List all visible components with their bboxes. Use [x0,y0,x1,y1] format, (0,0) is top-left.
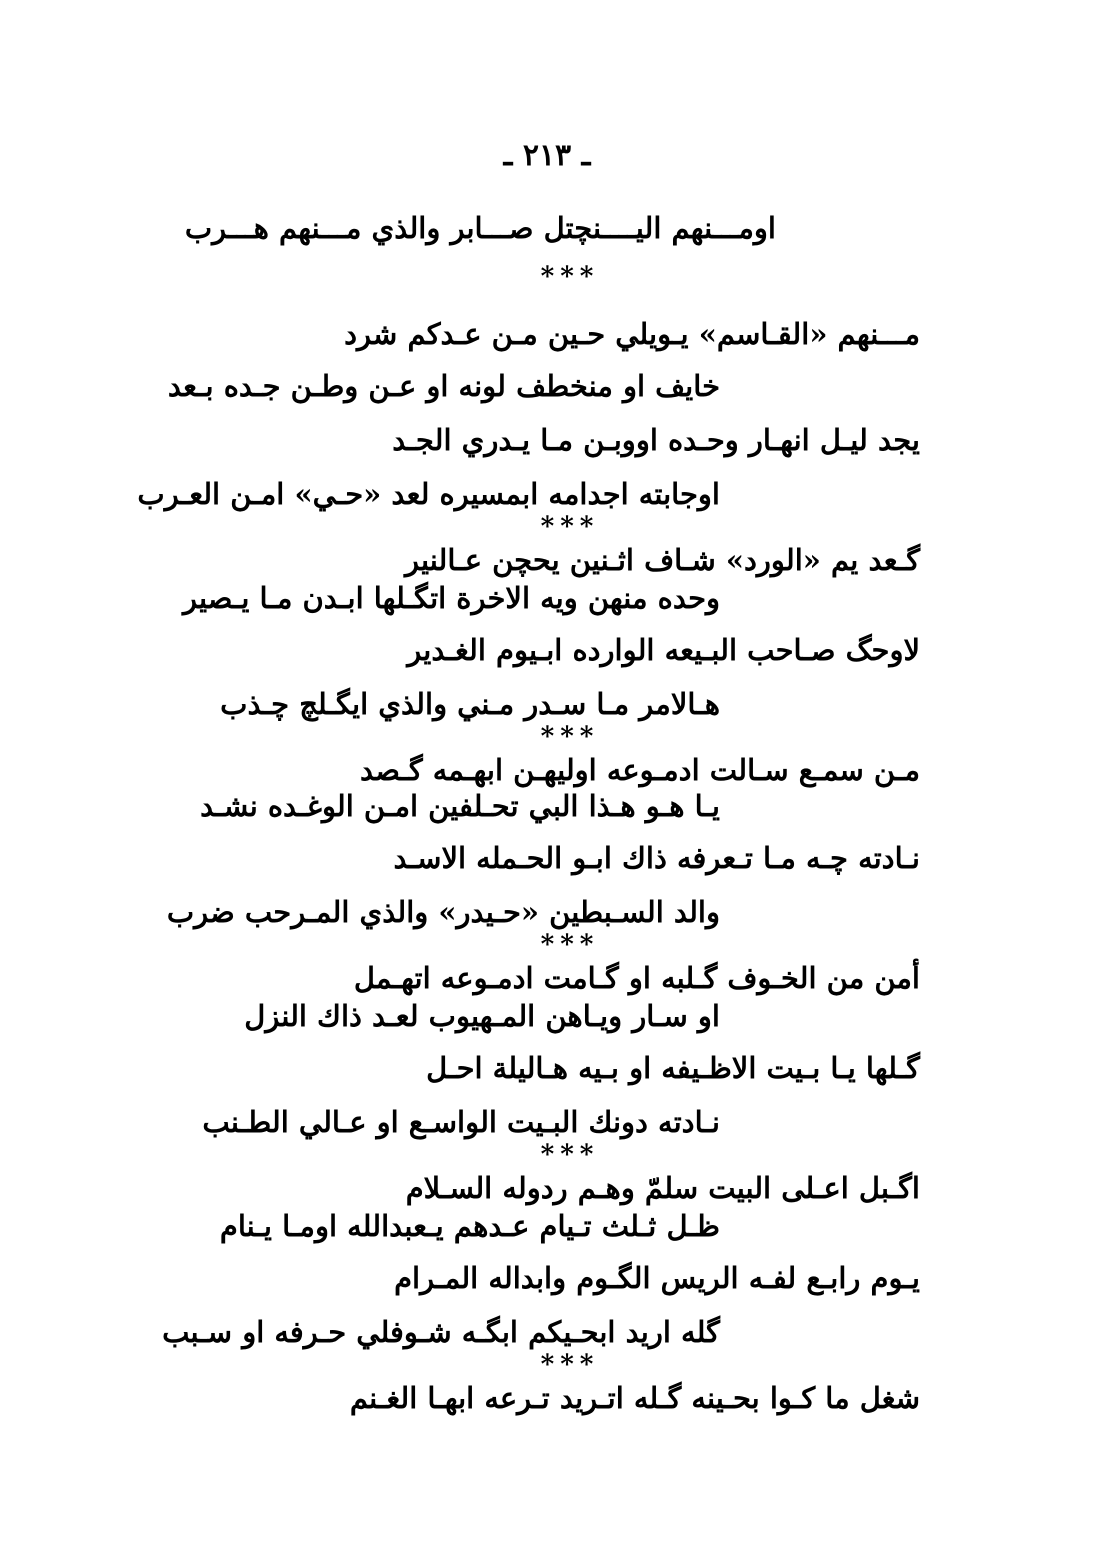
verse-line: نـادته دونك البـيت الواسـع او عـالي الطـنب [202,1105,720,1139]
verse-line: اومـــنهم اليــــنچتل صـــابر والذي مـــنهم هـــرب [184,211,776,245]
verse-line: ظـل ثـلث تـيام عـدهم يـعبدالله اومـا يـنام [219,1209,720,1243]
verse-line: نـادته چـه مـا تـعرفه ذاك ابـو الحـمله الاسـد [393,841,920,875]
verse-line: والد السـبطين «حـيدر» والذي المـرحب ضرب [166,895,720,929]
stanza-separator: *** [540,262,600,292]
verse-line: يـوم رابـع لفـه الريس الگـوم وابداله المـرام [394,1261,920,1295]
stanza-separator: *** [540,930,600,960]
verse-line: شغل ما كـوا بحـينه گـله اتـريد تـرعه ابهـا الغـنم [349,1381,920,1415]
verse-line: خايف او منخطف لونه او عـن وطـن جـده بـعد [167,369,720,403]
verse-line: أمن من الخـوف گـلبه او گـامت ادمـوعه اتهـمل [353,961,920,995]
verse-line: اوجابته اجدامه ابمسيره لعد «حـي» امـن العـرب [137,477,720,511]
verse-line: گله اريد ابحـيكم ابگـه شـوفلي حـرفه او سـبب [162,1315,720,1349]
verse-line: وحده منهن ويه الاخرة اتگـلها ابـدن مـا يـصير [182,581,720,615]
verse-line: يـا هـو هـذا البي تحـلفين امـن الوغـده نشـد [200,789,720,823]
verse-line: گـعد يم «الورد» شـاف اثـنين يحچن عـالنير [405,543,920,577]
verse-line: مـن سمـع سـالت ادمـوعه اوليهـن ابهـمه گـصد [359,753,920,787]
stanza-separator: *** [540,512,600,542]
verse-line: هـالامر مـا سـدر مـني والذي ايگـلچ چـذب [220,687,720,721]
verse-line: او سـار ويـاهن المـهيوب لعـد ذاك النزل [244,999,720,1033]
verse-line: اگـبل اعـلى البيت سلمّ وهـم ردوله السـلام [405,1171,920,1205]
stanza-separator: *** [540,1140,600,1170]
stanza-separator: *** [540,722,600,752]
verse-line: گـلها يـا بـيت الاظـيفه او بـيه هـاليلة احـل [426,1051,920,1085]
page-number: ـ ٢١٣ ـ [503,138,591,173]
verse-line: لاوحگ صـاحب البـيعه الوارده ابـيوم الغـدير [407,633,920,667]
stanza-separator: *** [540,1350,600,1380]
verse-line: يجد ليـل انهـار وحـده اووبـن مـا يـدري الجـد [392,423,920,457]
verse-line: مـــنهم «القـاسم» يـويلي حـين مـن عـدكم شرد [344,317,920,351]
